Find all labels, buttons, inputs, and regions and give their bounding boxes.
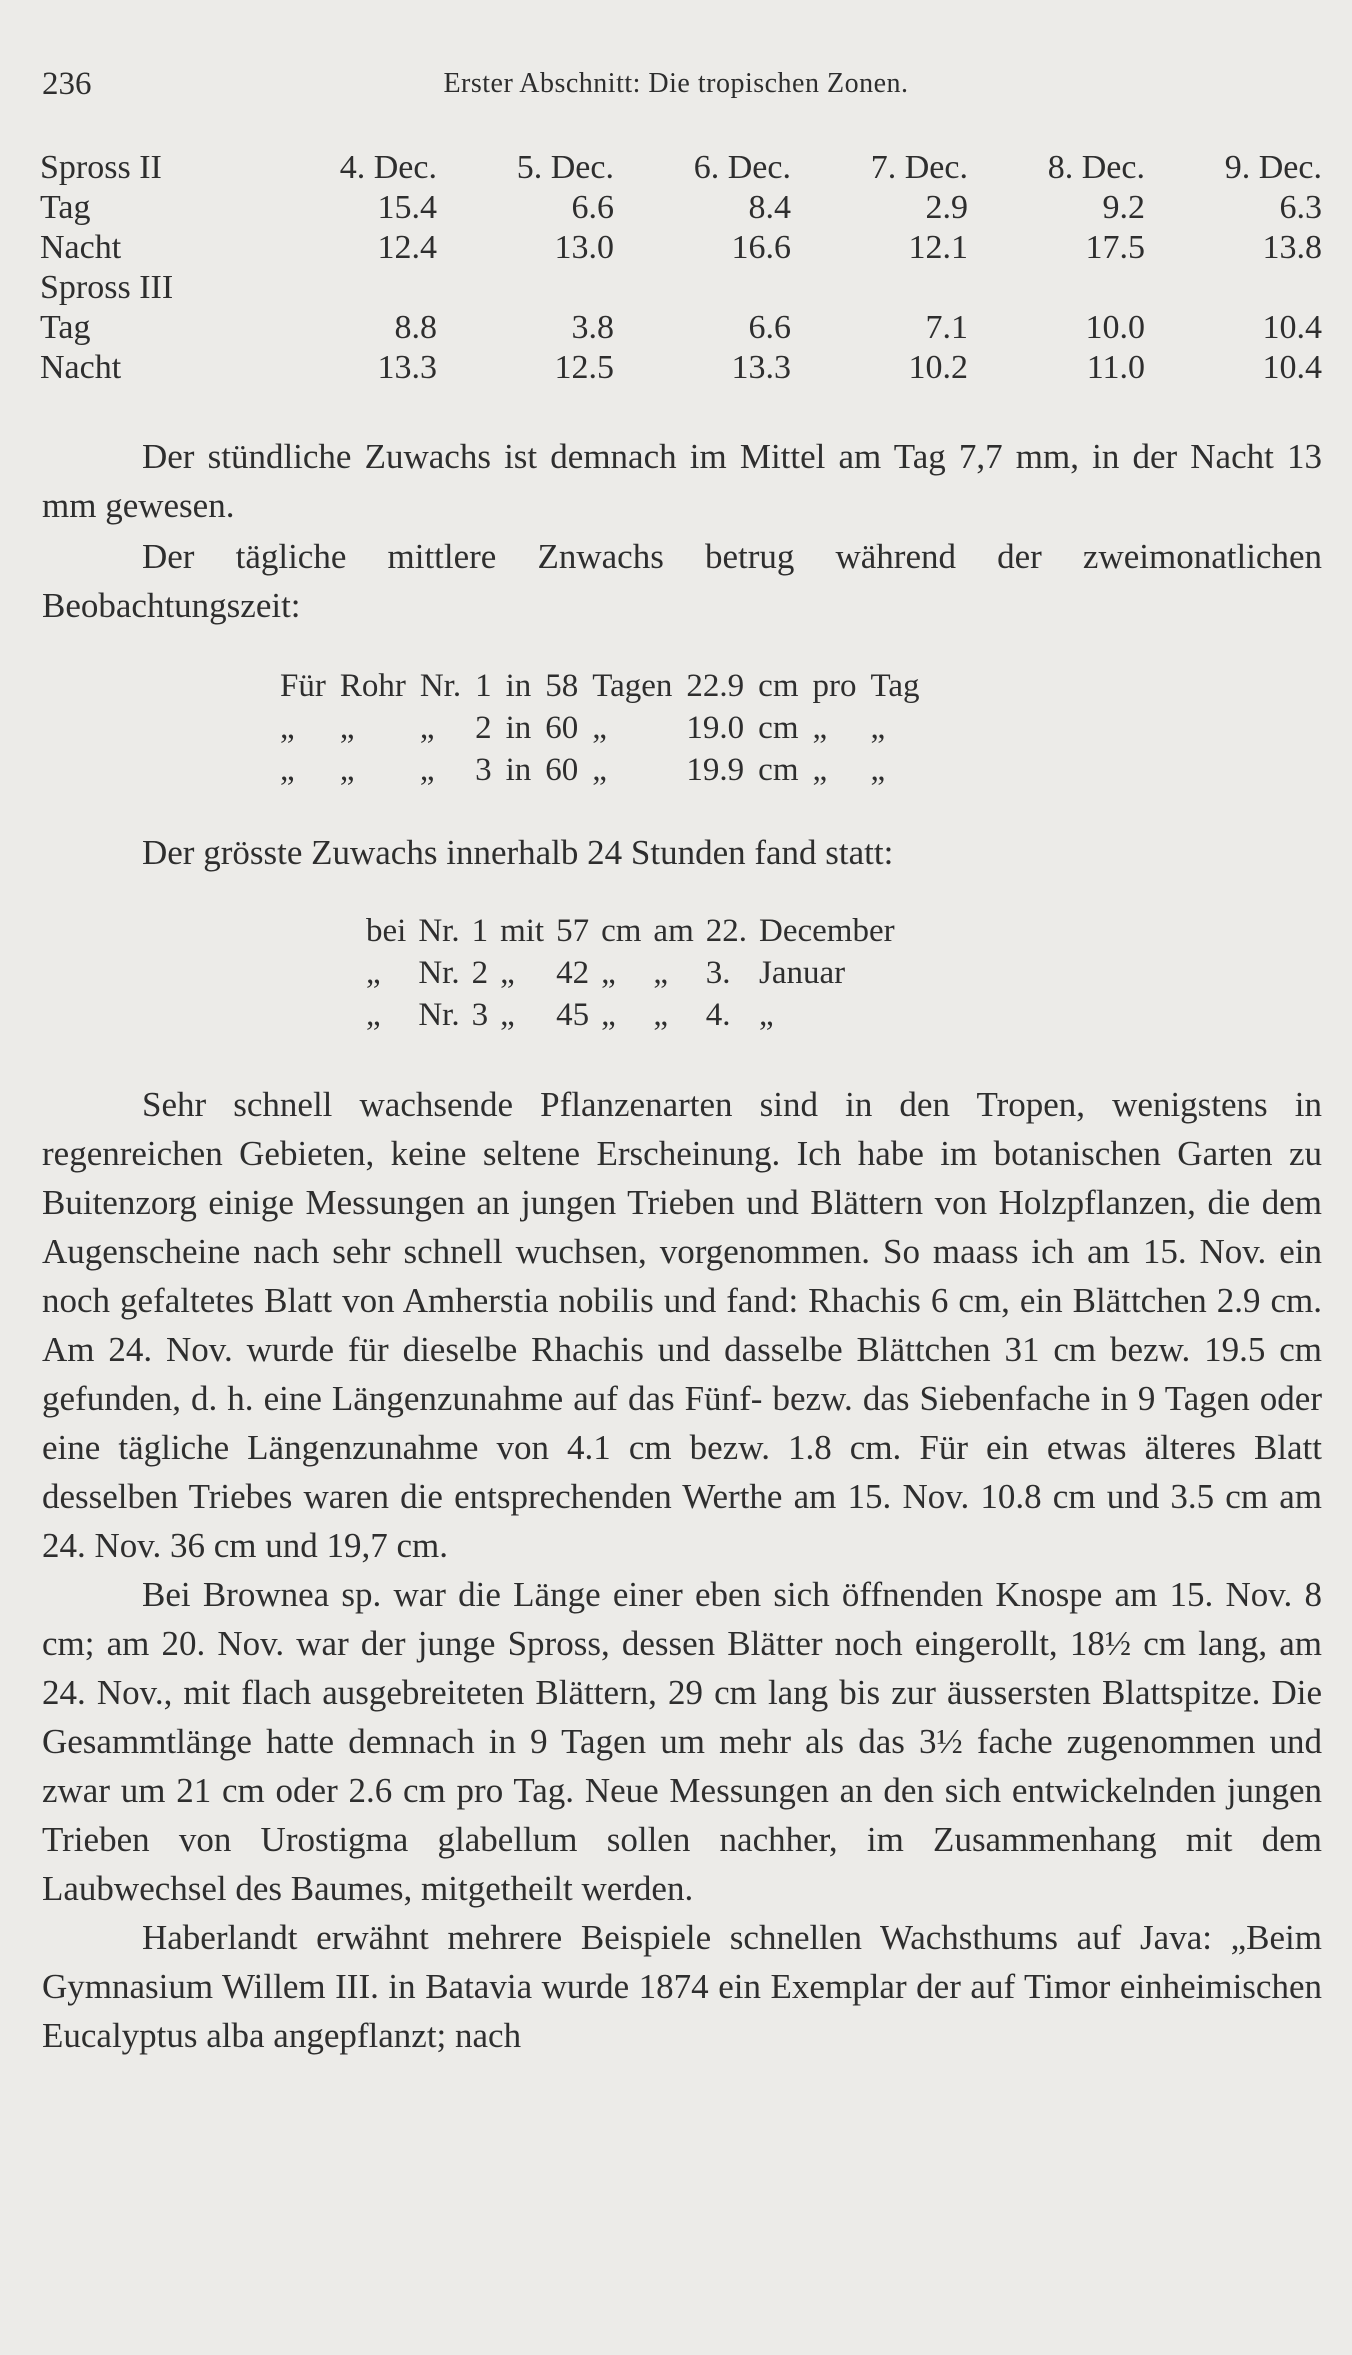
table-cell: „: [280, 710, 295, 746]
table-cell: 8.4: [748, 189, 791, 226]
table-cell: „: [601, 997, 616, 1033]
table-cell: 13.0: [554, 229, 614, 266]
table-cell: 6.6: [748, 309, 791, 346]
page-number: 236: [42, 66, 92, 102]
table-cell: [791, 268, 968, 308]
max-growth-table: [366, 910, 907, 1036]
table-cell: [260, 268, 437, 308]
table-cell: pro: [812, 668, 857, 704]
table-cell: 19.0: [686, 710, 745, 746]
table-cell: 11.0: [1086, 349, 1145, 386]
table-cell: „: [653, 997, 669, 1033]
table-cell: 9.2: [1102, 189, 1145, 226]
table-cell: 1: [475, 668, 492, 704]
table-cell: [614, 268, 791, 308]
table-cell: 3: [471, 997, 489, 1033]
running-title: Erster Abschnitt: Die tropischen Zonen.: [443, 68, 909, 99]
table-cell: „: [759, 997, 774, 1033]
table-cell: mit: [500, 913, 545, 949]
table-cell: 2: [475, 710, 492, 746]
table-cell: „: [366, 955, 381, 991]
table-cell: 57: [556, 913, 590, 949]
table-cell: in: [505, 752, 532, 788]
paragraph-amherstia: Sehr schnell wachsende Pflanzenarten sind in den Tropen, wenigstens in regenreichen Gebieten, keine seltene Erscheinung. Ich habe im botanischen Garten zu Buitenzorg einige Messungen an jungen Trieben und Blättern von Holzpflanzen, die dem Augenscheine nach sehr schnell wuchsen, vorgenommen. So maass ich am 15. Nov. ein noch gefaltetes Blatt von Amherstia nobilis und fand: Rhachis 6 cm, ein Blättchen 2.9 cm. Am 24. Nov. wurde für dieselbe Rhachis und dasselbe Blättchen 31 cm bezw. 19.5 cm gefunden, d. h. eine Längenzunahme auf das Fünf- bezw. das Siebenfache in 9 Tagen oder eine tägliche Längenzunahme von 4.1 cm bezw. 1.8 cm. Für ein etwas älteres Blatt desselben Triebes waren die entsprechenden Werthe am 15. Nov. 10.8 cm und 3.5 cm am 24. Nov. 36 cm und 19,7 cm.: [42, 1085, 1322, 1565]
table-cell: 13.3: [377, 349, 437, 386]
table-cell: 10.4: [1262, 309, 1322, 346]
table-cell: 60: [545, 710, 579, 746]
table-cell: cm: [758, 668, 799, 704]
table-cell: 12.4: [377, 229, 437, 266]
table-cell: 1: [471, 913, 489, 949]
table-cell: 13.8: [1262, 229, 1322, 266]
table-cell: 3: [475, 752, 492, 788]
table-cell: Tagen: [592, 668, 673, 704]
table-row: [40, 308, 1322, 348]
table-cell: 13.3: [731, 349, 791, 386]
table-cell: 10.4: [1262, 349, 1322, 386]
table-cell: „: [339, 710, 355, 746]
table-cell: 60: [545, 752, 579, 788]
table-cell: „: [812, 710, 828, 746]
table-cell: 45: [556, 997, 590, 1033]
table-cell: 9. Dec.: [1224, 149, 1322, 186]
table-cell: bei: [366, 913, 407, 949]
table-cell: cm: [758, 710, 799, 746]
table-cell: 3.8: [571, 309, 614, 346]
table-row: [366, 910, 907, 952]
table-cell: 10.0: [1085, 309, 1145, 346]
table-cell: 19.9: [686, 752, 745, 788]
table-cell: [968, 268, 1145, 308]
table-cell: 3.: [705, 955, 731, 991]
table-cell: „: [419, 752, 435, 788]
table-row: [280, 749, 934, 791]
paragraph-daily-growth: Der tägliche mittlere Znwachs betrug während der zweimonatlichen Beobachtungszeit:: [42, 537, 1322, 625]
table-cell: [1145, 268, 1322, 308]
paragraph-hourly-growth: Der stündliche Zuwachs ist demnach im Mittel am Tag 7,7 mm, in der Nacht 13 mm gewesen.: [42, 437, 1322, 525]
table-cell: 8. Dec.: [1047, 149, 1145, 186]
table-cell: Für: [280, 668, 326, 704]
table-row: [280, 665, 934, 707]
body-text: [42, 1080, 1322, 2060]
table-cell: 7. Dec.: [870, 149, 968, 186]
table-cell: 42: [556, 955, 590, 991]
paragraph-max-growth: Der grösste Zuwachs innerhalb 24 Stunden fand statt:: [142, 833, 894, 872]
table-cell: 2: [471, 955, 489, 991]
table-cell: 22.9: [686, 668, 745, 704]
table-cell: 12.1: [908, 229, 968, 266]
table-row: [40, 148, 1322, 188]
row-label: Tag: [40, 189, 91, 226]
table-cell: „: [870, 710, 886, 746]
table-cell: [437, 268, 614, 308]
table-row: [366, 994, 907, 1036]
table-cell: „: [653, 955, 669, 991]
table-cell: 7.1: [925, 309, 968, 346]
table-row: [40, 348, 1322, 388]
table-cell: „: [500, 955, 515, 991]
row-label: Spross III: [40, 269, 174, 306]
table-cell: 5. Dec.: [516, 149, 614, 186]
table-cell: 17.5: [1085, 229, 1145, 266]
table-cell: „: [870, 752, 886, 788]
table-cell: Nr.: [418, 913, 460, 949]
table-cell: 6.3: [1279, 189, 1322, 226]
page-header: [42, 66, 1310, 110]
table-cell: 15.4: [377, 189, 437, 226]
table-cell: 6. Dec.: [693, 149, 791, 186]
table-cell: „: [280, 752, 295, 788]
table-row: [40, 188, 1322, 228]
table-cell: in: [505, 710, 532, 746]
table-cell: am: [653, 913, 694, 949]
row-label: Nacht: [40, 229, 122, 266]
table-row: [40, 268, 1322, 308]
table-cell: 8.8: [394, 309, 437, 346]
table-cell: „: [592, 752, 607, 788]
paragraph-haberlandt: Haberlandt erwähnt mehrere Beispiele schnellen Wachsthums auf Java: „Beim Gymnasium Willem III. in Batavia wurde 1874 ein Exemplar der auf Timor einheimischen Eucalyptus alba angepflanzt; nach: [42, 1918, 1322, 2055]
table-cell: „: [419, 710, 435, 746]
table-cell: „: [812, 752, 828, 788]
table-cell: Nr.: [418, 955, 460, 991]
table-cell: „: [601, 955, 616, 991]
table-cell: cm: [758, 752, 799, 788]
table-cell: „: [339, 752, 355, 788]
table-cell: cm: [601, 913, 642, 949]
table-cell: 16.6: [731, 229, 791, 266]
row-label: Nacht: [40, 349, 122, 386]
table-cell: Januar: [759, 955, 846, 991]
table-row: [366, 952, 907, 994]
growth-measurements-table: [40, 148, 1322, 388]
table-cell: 22.: [705, 913, 747, 949]
table-cell: Rohr: [339, 668, 406, 704]
table-cell: 2.9: [925, 189, 968, 226]
table-cell: „: [366, 997, 381, 1033]
table-cell: 10.2: [908, 349, 968, 386]
table-cell: in: [505, 668, 532, 704]
daily-growth-table: [280, 665, 934, 791]
table-cell: 4. Dec.: [339, 149, 437, 186]
row-label: Spross II: [40, 149, 162, 186]
table-cell: „: [500, 997, 515, 1033]
table-cell: December: [759, 913, 895, 949]
table-cell: 58: [545, 668, 579, 704]
table-row: [40, 228, 1322, 268]
table-cell: Nr.: [418, 997, 460, 1033]
paragraph-brownea: Bei Brownea sp. war die Länge einer eben sich öffnenden Knospe am 15. Nov. 8 cm; am 20. Nov. war der junge Spross, dessen Blätter noch eingerollt, 18½ cm lang, am 24. Nov., mit flach ausgebreiteten Blättern, 29 cm lang bis zur äussersten Blattspitze. Die Gesammtlänge hatte demnach in 9 Tagen um mehr als das 3½ fache zugenommen und zwar um 21 cm oder 2.6 cm pro Tag. Neue Messungen an den sich entwickelnden jungen Trieben von Urostigma glabellum sollen nachher, im Zusammenhang mit dem Laubwechsel des Baumes, mitgetheilt werden.: [42, 1575, 1322, 1908]
table-row: [280, 707, 934, 749]
table-cell: Tag: [870, 668, 920, 704]
table-cell: 6.6: [571, 189, 614, 226]
table-cell: 12.5: [554, 349, 614, 386]
table-cell: „: [592, 710, 607, 746]
row-label: Tag: [40, 309, 91, 346]
table-cell: 4.: [705, 997, 731, 1033]
table-cell: Nr.: [419, 668, 462, 704]
